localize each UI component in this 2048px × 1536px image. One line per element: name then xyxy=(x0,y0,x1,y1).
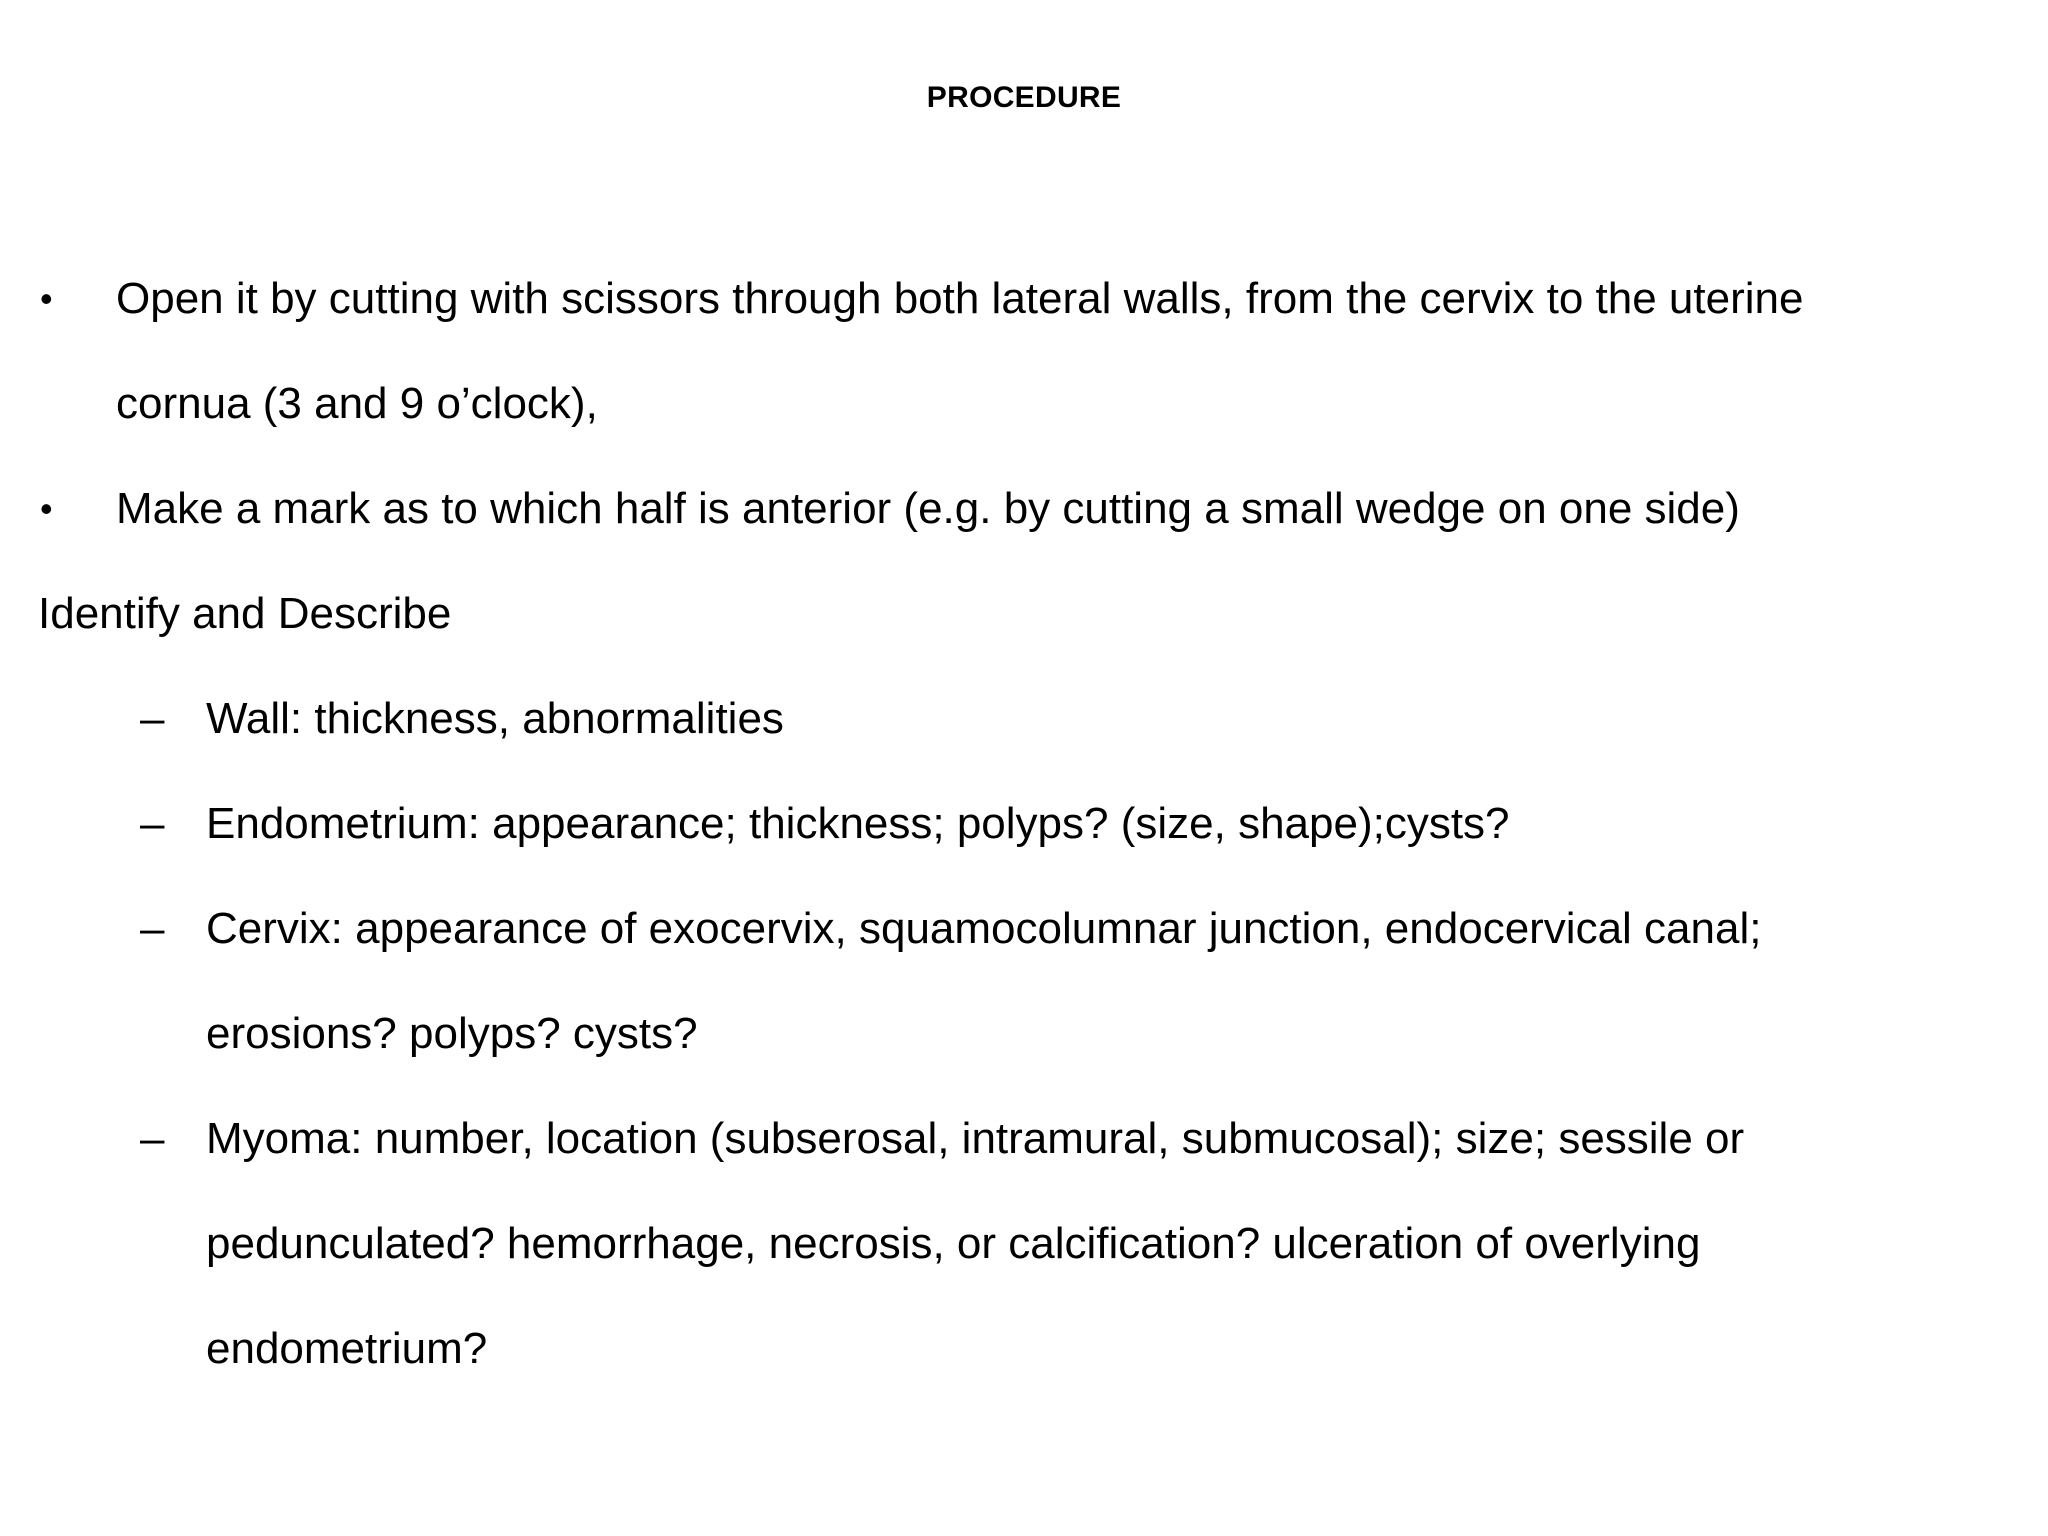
sub-item xyxy=(38,1086,2028,1401)
dash-marker: – xyxy=(140,799,165,848)
sub-item-text-line: pedunculated? hemorrhage, necrosis, or calcification? ulceration of overlying xyxy=(206,1219,1701,1268)
sub-item-text-line: endometrium? xyxy=(206,1324,488,1373)
sub-item xyxy=(38,666,2028,771)
dash-marker: – xyxy=(140,694,165,743)
section-heading xyxy=(38,561,2028,666)
sub-item xyxy=(38,771,2028,876)
sub-item-text-line: Myoma: number, location (subserosal, intramural, submucosal); size; sessile or xyxy=(206,1114,1745,1163)
sub-item-text-line: Cervix: appearance of exocervix, squamocolumnar junction, endocervical canal; xyxy=(206,904,1762,953)
slide-body xyxy=(38,246,2028,1401)
bullet-item xyxy=(38,456,2028,561)
bullet-marker: • xyxy=(40,488,53,529)
dash-marker: – xyxy=(140,904,165,953)
bullet-text-line: cornua (3 and 9 o’clock), xyxy=(116,379,598,428)
slide-title: PROCEDURE xyxy=(926,81,1122,114)
bullet-marker: • xyxy=(40,278,53,319)
sub-item-text-line: Wall: thickness, abnormalities xyxy=(206,694,784,743)
bullet-text-line: Open it by cutting with scissors through both lateral walls, from the cervix to the uterine xyxy=(116,274,1804,323)
dash-marker: – xyxy=(140,1114,165,1163)
sub-item xyxy=(38,876,2028,1086)
sub-item-text-line: erosions? polyps? cysts? xyxy=(206,1009,698,1058)
bullet-item xyxy=(38,246,2028,456)
bullet-text-line: Make a mark as to which half is anterior (e.g. by cutting a small wedge on one side) xyxy=(116,484,1740,533)
sub-item-text-line: Endometrium: appearance; thickness; polyps? (size, shape);cysts? xyxy=(206,799,1510,848)
section-heading-text: Identify and Describe xyxy=(38,589,452,638)
